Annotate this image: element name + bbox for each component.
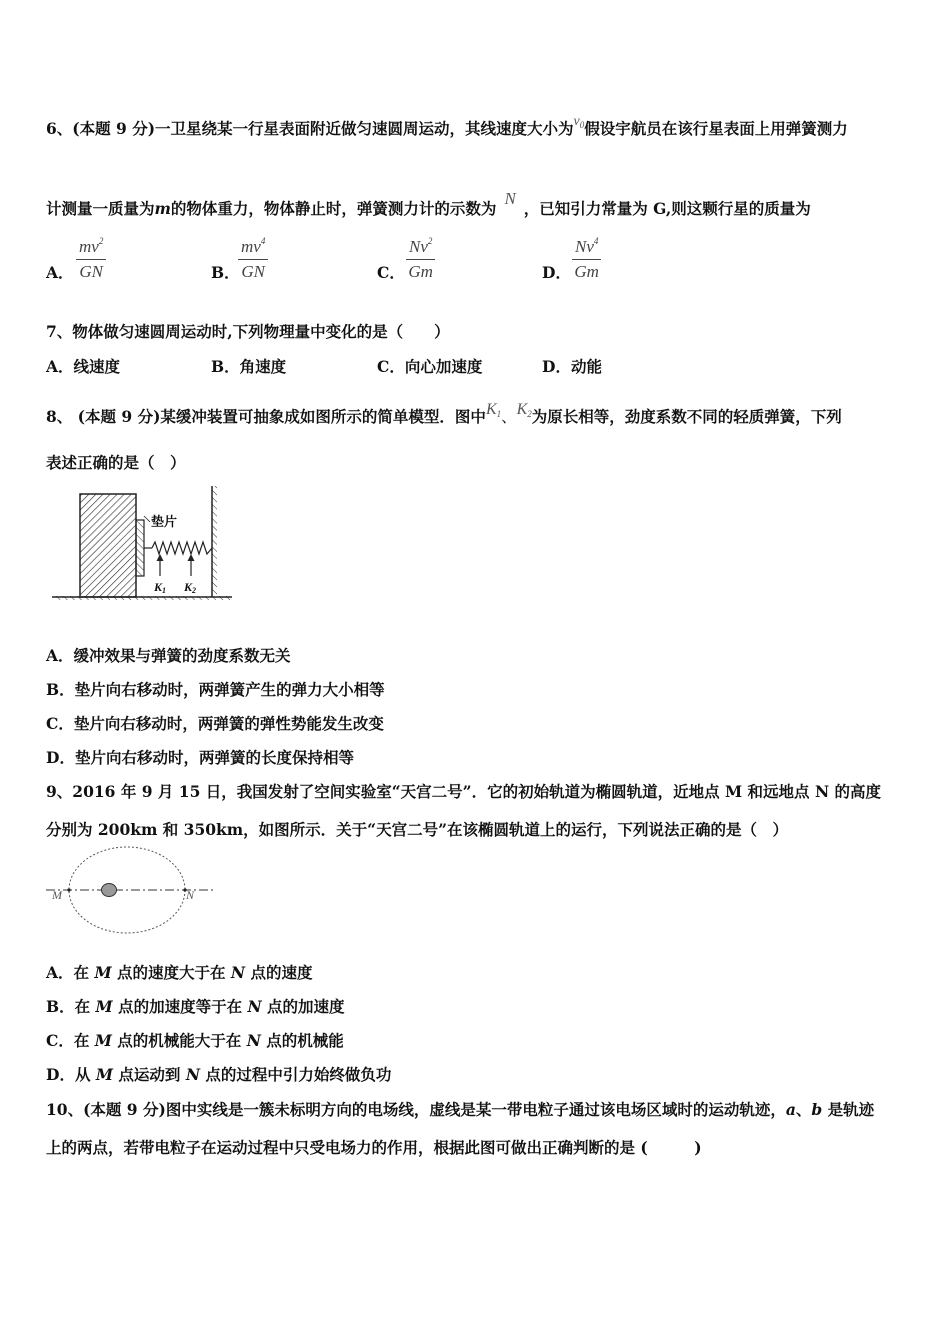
pad [136, 520, 144, 576]
q10-line-2: 上的两点，若带电粒子在运动过程中只受电场力的作用，根据此图可做出正确判断的是 ( ) [46, 1138, 702, 1157]
q6-line-2: 计测量一质量为m的物体重力，物体静止时，弹簧测力计的示数为N，已知引力常量为 G,则这颗行星的质量为 [46, 189, 811, 218]
q8-line-2: 表述正确的是（ ） [46, 453, 186, 472]
q9-line-2: 分别为 200km 和 350km，如图所示．关于“天宫二号”在该椭圆轨道上的运行，下列说法正确的是（ ） [46, 820, 789, 839]
q7-option-a[interactable]: A．线速度 [46, 357, 121, 376]
n-symbol: N [504, 189, 516, 208]
q6-option-b-fraction: $\frac{mv^4}{GN}$ [238, 236, 268, 282]
q8-line-1: 8、 (本题 9 分)某缓冲装置可抽象成如图所示的简单模型．图中$K_1$、$K_2$为原长相等，劲度系数不同的轻质弹簧，下列 [46, 401, 842, 426]
q6-option-c[interactable]: C． [377, 263, 405, 282]
q9-option-d[interactable]: D．从 M 点运动到 N 点的过程中引力始终做负功 [46, 1065, 392, 1084]
q8-option-a[interactable]: A．缓冲效果与弹簧的劲度系数无关 [46, 646, 291, 665]
q8-option-d[interactable]: D．垫片向右移动时，两弹簧的长度保持相等 [46, 748, 354, 767]
block [80, 494, 136, 597]
q8-option-b[interactable]: B．垫片向右移动时，两弹簧产生的弹力大小相等 [46, 680, 385, 699]
n-label: N [186, 888, 195, 902]
q9-option-b[interactable]: B．在 M 点的加速度等于在 N 点的加速度 [46, 997, 345, 1016]
q6-option-a-fraction: $\frac{mv^2}{GN}$ [76, 236, 106, 282]
q7-stem: 7、物体做匀速圆周运动时,下列物理量中变化的是（ ） [46, 322, 450, 341]
q8-option-c[interactable]: C．垫片向右移动时，两弹簧的弹性势能发生改变 [46, 714, 384, 733]
v0-symbol: $v_0$ [573, 114, 585, 130]
q10-line-1: 10、(本题 9 分)图中实线是一簇未标明方向的电场线，虚线是某一带电粒子通过该电场区域时的运动轨迹，a、b 是轨迹 [46, 1100, 875, 1119]
pad-label: 垫片 [151, 515, 178, 530]
q7-option-c[interactable]: C．向心加速度 [377, 357, 483, 376]
q9-option-c[interactable]: C．在 M 点的机械能大于在 N 点的机械能 [46, 1031, 344, 1050]
springs [152, 542, 212, 554]
k2-symbol: $K_2$ [516, 401, 532, 419]
q6-option-d[interactable]: D． [542, 263, 571, 282]
q7-option-d[interactable]: D．动能 [542, 357, 602, 376]
earth [102, 884, 117, 897]
point-m [67, 888, 70, 891]
q6-option-a[interactable]: A． [46, 263, 74, 282]
k1-label: K1 [154, 580, 167, 595]
q6-line-1: 6、(本题 9 分)一卫星绕某一行星表面附近做匀速圆周运动，其线速度大小为$v_0$假设宇航员在该行星表面上用弹簧测力 [46, 114, 848, 138]
k1-symbol: $K_1$ [485, 401, 502, 419]
q6-option-b[interactable]: B． [211, 263, 240, 282]
buffer-device-figure [46, 480, 236, 608]
q6-option-c-fraction: $\frac{Nv^2}{Gm}$ [406, 236, 435, 282]
k2-label: K2 [184, 580, 197, 595]
q9-option-a[interactable]: A．在 M 点的速度大于在 N 点的速度 [46, 963, 313, 982]
q6-option-d-fraction: $\frac{Nv^4}{Gm}$ [572, 236, 601, 282]
q7-option-b[interactable]: B．角速度 [211, 357, 287, 376]
m-label: M [52, 888, 62, 902]
q9-line-1: 9、2016 年 9 月 15 日，我国发射了空间实验室“天宫二号”．它的初始轨道为椭圆轨道，近地点 M 和远地点 N 的高度 [46, 782, 882, 801]
